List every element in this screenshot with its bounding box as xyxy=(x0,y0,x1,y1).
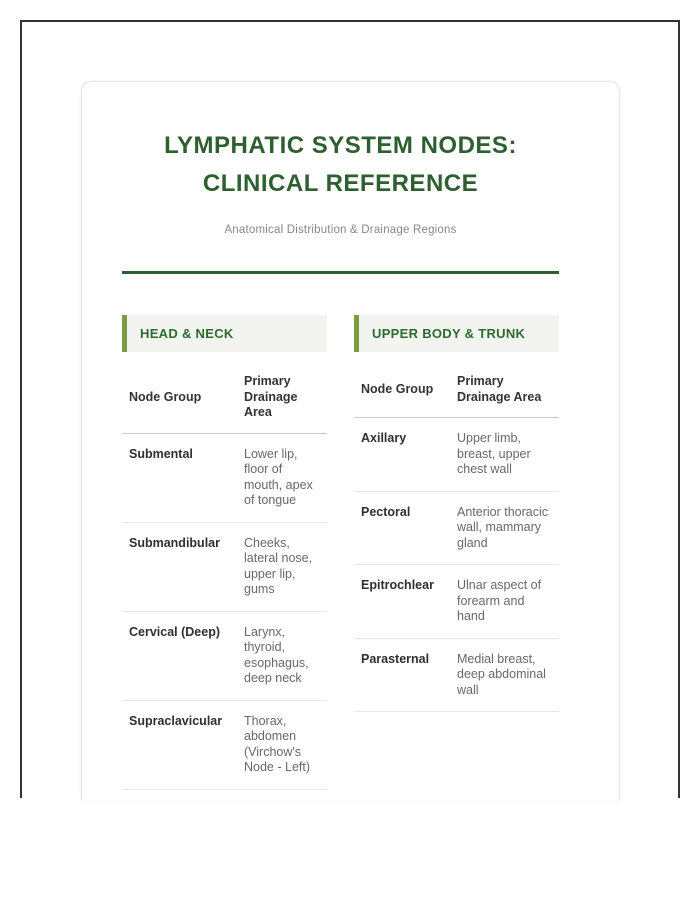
column-header-drainage-area: Primary Drainage Area xyxy=(237,352,327,433)
column-header-node-group: Node Group xyxy=(354,352,450,418)
table-row xyxy=(122,611,327,700)
section-head-and-neck xyxy=(122,315,327,790)
table-row xyxy=(122,700,327,789)
table-row xyxy=(122,433,327,522)
section-heading-label: UPPER BODY & TRUNK xyxy=(372,326,526,341)
node-group-cell: Epitrochlear xyxy=(354,565,450,639)
drainage-area-cell: Thorax, abdomen (Virchow's Node - Left) xyxy=(237,700,327,789)
drainage-area-cell: Ulnar aspect of forearm and hand xyxy=(450,565,559,639)
drainage-area-cell: Lower lip, floor of mouth, apex of tongue xyxy=(237,433,327,522)
table-row xyxy=(354,565,559,639)
upper-body-and-trunk-table xyxy=(354,352,559,712)
column-header-drainage-area: Primary Drainage Area xyxy=(450,352,559,418)
head-and-neck-table xyxy=(122,352,327,790)
page-title xyxy=(122,127,559,203)
node-group-cell: Supraclavicular xyxy=(122,700,237,789)
table-row xyxy=(354,638,559,712)
page-title-line-2: CLINICAL REFERENCE xyxy=(202,170,479,197)
column-header-node-group: Node Group xyxy=(122,352,237,433)
reference-card xyxy=(81,81,620,800)
table-row xyxy=(122,522,327,611)
page-title-line-1: LYMPHATIC SYSTEM NODES: xyxy=(164,132,517,159)
node-group-cell: Parasternal xyxy=(354,638,450,712)
drainage-area-cell: Anterior thoracic wall, mammary gland xyxy=(450,491,559,565)
node-group-cell: Axillary xyxy=(354,418,450,492)
node-group-cell: Pectoral xyxy=(354,491,450,565)
card-content xyxy=(82,127,559,790)
table-header-row xyxy=(354,352,559,418)
drainage-area-cell: Medial breast, deep abdominal wall xyxy=(450,638,559,712)
section-heading-head-and-neck xyxy=(122,315,327,352)
drainage-area-cell: Upper limb, breast, upper chest wall xyxy=(450,418,559,492)
title-divider-rule xyxy=(122,271,559,274)
table-row xyxy=(354,491,559,565)
drainage-area-cell: Larynx, thyroid, esophagus, deep neck xyxy=(237,611,327,700)
node-group-cell: Cervical (Deep) xyxy=(122,611,237,700)
node-group-cell: Submandibular xyxy=(122,522,237,611)
section-heading-label: HEAD & NECK xyxy=(140,326,234,341)
node-group-cell: Submental xyxy=(122,433,237,522)
drainage-area-cell: Cheeks, lateral nose, upper lip, gums xyxy=(237,522,327,611)
page-subtitle: Anatomical Distribution & Drainage Regions xyxy=(224,224,457,236)
table-row xyxy=(354,418,559,492)
section-heading-upper-body-and-trunk xyxy=(354,315,559,352)
table-header-row xyxy=(122,352,327,433)
section-upper-body-and-trunk xyxy=(354,315,559,790)
sections-columns xyxy=(122,315,559,790)
